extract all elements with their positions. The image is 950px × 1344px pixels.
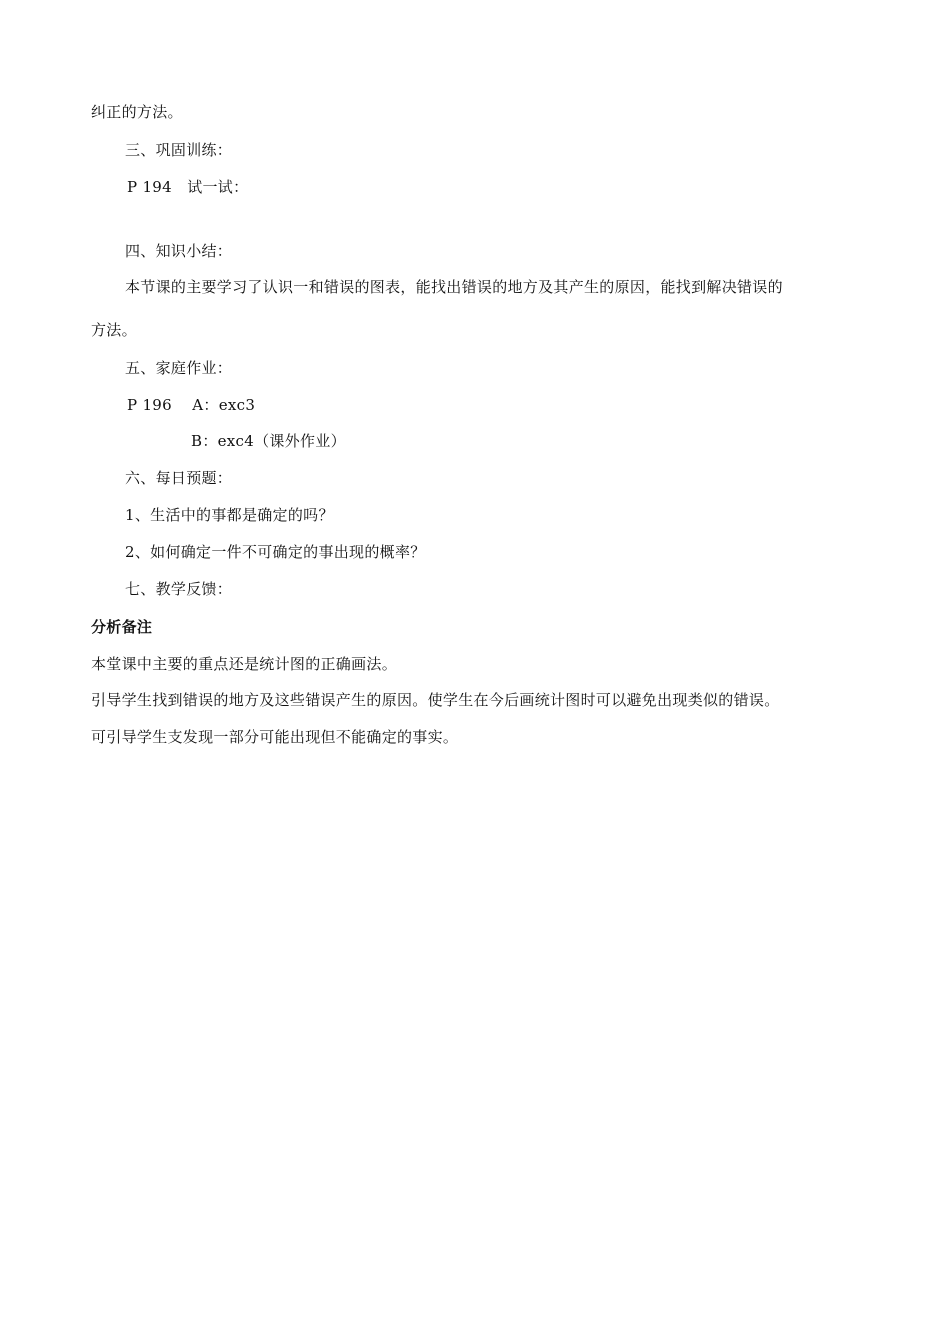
section-heading-3: 三、巩固训练： [125, 141, 233, 159]
text-line: 方法。 [91, 321, 137, 339]
notes-line: 可引导学生支发现一部分可能出现但不能确定的事实。 [91, 728, 459, 746]
list-item: 1、生活中的事都是确定的吗？ [125, 506, 334, 524]
section-heading-6: 六、每日预题： [125, 469, 233, 487]
text-line: B：exc4（课外作业） [191, 432, 346, 450]
notes-line: 引导学生找到错误的地方及这些错误产生的原因。使学生在今后画统计图时可以避免出现类似的错误。 [91, 691, 780, 709]
notes-heading: 分析备注 [91, 618, 153, 636]
section-heading-5: 五、家庭作业： [125, 359, 233, 377]
text-line: 纠正的方法。 [91, 103, 183, 121]
text-line: P 194 试一试： [127, 178, 249, 196]
section-heading-7: 七、教学反馈： [125, 580, 233, 598]
text-line: 本节课的主要学习了认识一和错误的图表，能找出错误的地方及其产生的原因，能找到解决错误的 [125, 278, 783, 296]
section-heading-4: 四、知识小结： [125, 242, 233, 260]
notes-line: 本堂课中主要的重点还是统计图的正确画法。 [91, 655, 398, 673]
text-line: P 196 A：exc3 [127, 396, 256, 414]
list-item: 2、如何确定一件不可确定的事出现的概率？ [125, 543, 426, 561]
